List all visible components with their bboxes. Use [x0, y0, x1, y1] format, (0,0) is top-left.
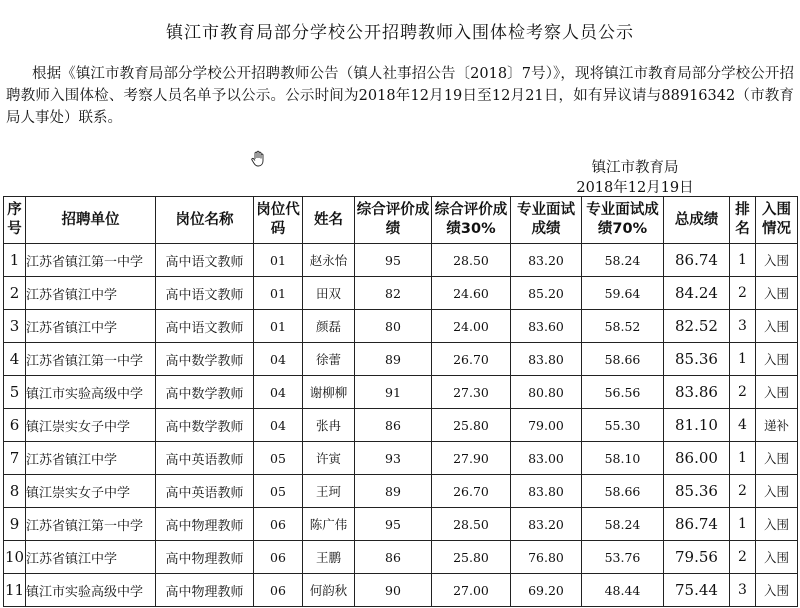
cell-name: 徐蕾 — [303, 343, 355, 376]
table-row — [4, 508, 798, 541]
cell-seq: 5 — [4, 376, 26, 409]
cell-post: 高中数学教师 — [156, 409, 254, 442]
cell-post: 高中数学教师 — [156, 343, 254, 376]
cell-name: 许寅 — [303, 442, 355, 475]
cell-seq: 8 — [4, 475, 26, 508]
table-row — [4, 574, 798, 607]
cell-eval-30: 24.00 — [432, 310, 511, 343]
cell-eval-30: 25.80 — [432, 409, 511, 442]
cell-status: 入围 — [756, 244, 798, 277]
table-row — [4, 541, 798, 574]
cell-total: 86.74 — [664, 508, 730, 541]
cell-code: 04 — [254, 343, 303, 376]
hand-cursor-icon — [249, 150, 267, 168]
cell-interview: 85.20 — [511, 277, 582, 310]
cell-status: 入围 — [756, 541, 798, 574]
cell-eval: 80 — [355, 310, 432, 343]
cell-name: 谢柳柳 — [303, 376, 355, 409]
cell-post: 高中物理教师 — [156, 508, 254, 541]
cell-interview: 83.80 — [511, 343, 582, 376]
cell-name: 陈广伟 — [303, 508, 355, 541]
cell-rank: 2 — [730, 277, 756, 310]
cell-total: 75.44 — [664, 574, 730, 607]
cell-interview-70: 58.24 — [582, 508, 664, 541]
cell-seq: 1 — [4, 244, 26, 277]
cell-code: 06 — [254, 574, 303, 607]
cell-name: 田双 — [303, 277, 355, 310]
cell-interview-70: 58.66 — [582, 475, 664, 508]
cell-rank: 3 — [730, 310, 756, 343]
table-row — [4, 376, 798, 409]
header-name: 姓名 — [303, 197, 355, 244]
cell-interview: 80.80 — [511, 376, 582, 409]
cell-seq: 11 — [4, 574, 26, 607]
header-interview: 专业面试成绩 — [511, 197, 582, 244]
candidate-table — [3, 196, 798, 607]
cell-status: 递补 — [756, 409, 798, 442]
cell-eval-30: 25.80 — [432, 541, 511, 574]
cell-eval: 91 — [355, 376, 432, 409]
cell-status: 入围 — [756, 475, 798, 508]
table-row — [4, 442, 798, 475]
cell-seq: 6 — [4, 409, 26, 442]
cell-rank: 1 — [730, 244, 756, 277]
cell-interview: 79.00 — [511, 409, 582, 442]
table-header-row — [4, 197, 798, 244]
cell-eval: 86 — [355, 541, 432, 574]
cell-total: 79.56 — [664, 541, 730, 574]
cell-eval: 95 — [355, 244, 432, 277]
cell-unit: 镇江市实验高级中学 — [26, 574, 156, 607]
cell-eval: 82 — [355, 277, 432, 310]
cell-seq: 2 — [4, 277, 26, 310]
signature-org: 镇江市教育局 — [591, 160, 679, 176]
cell-post: 高中物理教师 — [156, 574, 254, 607]
cell-code: 06 — [254, 508, 303, 541]
cell-status: 入围 — [756, 277, 798, 310]
cell-seq: 9 — [4, 508, 26, 541]
cell-total: 85.36 — [664, 475, 730, 508]
header-unit: 招聘单位 — [26, 197, 156, 244]
cell-eval: 86 — [355, 409, 432, 442]
cell-unit: 江苏省镇江第一中学 — [26, 343, 156, 376]
header-status: 入围情况 — [756, 197, 798, 244]
cell-name: 赵永怡 — [303, 244, 355, 277]
cell-eval-30: 24.60 — [432, 277, 511, 310]
cell-total: 85.36 — [664, 343, 730, 376]
cell-name: 何韵秋 — [303, 574, 355, 607]
cell-rank: 2 — [730, 541, 756, 574]
cell-code: 06 — [254, 541, 303, 574]
cell-rank: 4 — [730, 409, 756, 442]
cell-status: 入围 — [756, 343, 798, 376]
cell-interview-70: 58.24 — [582, 244, 664, 277]
cell-interview-70: 56.56 — [582, 376, 664, 409]
cell-status: 入围 — [756, 574, 798, 607]
signature-date: 2018年12月19日 — [576, 180, 694, 196]
cell-rank: 2 — [730, 475, 756, 508]
cell-interview: 76.80 — [511, 541, 582, 574]
header-eval: 综合评价成绩 — [355, 197, 432, 244]
cell-eval-30: 27.30 — [432, 376, 511, 409]
cell-name: 颜磊 — [303, 310, 355, 343]
cell-name: 张冉 — [303, 409, 355, 442]
cell-eval: 89 — [355, 475, 432, 508]
header-interview-70: 专业面试成绩70% — [582, 197, 664, 244]
cell-interview: 83.60 — [511, 310, 582, 343]
cell-eval-30: 26.70 — [432, 343, 511, 376]
cell-unit: 江苏省镇江第一中学 — [26, 508, 156, 541]
cell-post: 高中语文教师 — [156, 310, 254, 343]
header-total: 总成绩 — [664, 197, 730, 244]
header-rank: 排名 — [730, 197, 756, 244]
header-seq: 序号 — [4, 197, 26, 244]
cell-interview-70: 53.76 — [582, 541, 664, 574]
cell-interview: 69.20 — [511, 574, 582, 607]
cell-unit: 江苏省镇江中学 — [26, 310, 156, 343]
table-row — [4, 277, 798, 310]
header-code: 岗位代码 — [254, 197, 303, 244]
cell-code: 01 — [254, 310, 303, 343]
table-row — [4, 475, 798, 508]
cell-eval: 90 — [355, 574, 432, 607]
cell-status: 入围 — [756, 442, 798, 475]
cell-post: 高中数学教师 — [156, 376, 254, 409]
signature-block — [560, 158, 710, 198]
cell-seq: 4 — [4, 343, 26, 376]
cell-name: 王鹏 — [303, 541, 355, 574]
cell-status: 入围 — [756, 508, 798, 541]
cell-interview: 83.20 — [511, 244, 582, 277]
cell-total: 81.10 — [664, 409, 730, 442]
cell-eval-30: 27.00 — [432, 574, 511, 607]
table-row — [4, 244, 798, 277]
cell-eval: 89 — [355, 343, 432, 376]
header-post: 岗位名称 — [156, 197, 254, 244]
cell-name: 王珂 — [303, 475, 355, 508]
cell-interview-70: 58.66 — [582, 343, 664, 376]
cell-post: 高中语文教师 — [156, 244, 254, 277]
cell-post: 高中语文教师 — [156, 277, 254, 310]
table-row — [4, 343, 798, 376]
cell-rank: 3 — [730, 574, 756, 607]
cell-code: 04 — [254, 376, 303, 409]
cell-status: 入围 — [756, 310, 798, 343]
cell-unit: 江苏省镇江中学 — [26, 442, 156, 475]
cell-eval-30: 26.70 — [432, 475, 511, 508]
cell-interview-70: 48.44 — [582, 574, 664, 607]
cell-code: 01 — [254, 244, 303, 277]
cell-unit: 江苏省镇江中学 — [26, 541, 156, 574]
cell-eval-30: 28.50 — [432, 508, 511, 541]
cell-status: 入围 — [756, 376, 798, 409]
cell-interview: 83.20 — [511, 508, 582, 541]
cell-unit: 镇江崇实女子中学 — [26, 475, 156, 508]
cell-unit: 江苏省镇江第一中学 — [26, 244, 156, 277]
cell-code: 04 — [254, 409, 303, 442]
cell-interview: 83.80 — [511, 475, 582, 508]
cell-total: 86.74 — [664, 244, 730, 277]
cell-post: 高中英语教师 — [156, 442, 254, 475]
cell-total: 83.86 — [664, 376, 730, 409]
announcement-paragraph: 根据《镇江市教育局部分学校公开招聘教师公告（镇人社事招公告〔2018〕7号）》，现将镇江市教育局部分学校公开招聘教师入围体检、考察人员名单予以公示。公示时间为2018年12月19日至12月21日，如有异议请与88916342（市教育局人事处）联系。 — [6, 66, 794, 126]
cell-code: 05 — [254, 442, 303, 475]
cell-seq: 7 — [4, 442, 26, 475]
cell-total: 84.24 — [664, 277, 730, 310]
cell-eval: 93 — [355, 442, 432, 475]
cell-interview-70: 58.52 — [582, 310, 664, 343]
cell-eval-30: 28.50 — [432, 244, 511, 277]
cell-interview-70: 55.30 — [582, 409, 664, 442]
cell-eval: 95 — [355, 508, 432, 541]
cell-total: 82.52 — [664, 310, 730, 343]
table-row — [4, 310, 798, 343]
cell-code: 05 — [254, 475, 303, 508]
cell-rank: 1 — [730, 442, 756, 475]
cell-unit: 镇江崇实女子中学 — [26, 409, 156, 442]
cell-unit: 江苏省镇江中学 — [26, 277, 156, 310]
page-title: 镇江市教育局部分学校公开招聘教师入围体检考察人员公示 — [166, 23, 634, 43]
cell-code: 01 — [254, 277, 303, 310]
cell-rank: 1 — [730, 508, 756, 541]
cell-unit: 镇江市实验高级中学 — [26, 376, 156, 409]
cell-eval-30: 27.90 — [432, 442, 511, 475]
cell-post: 高中物理教师 — [156, 541, 254, 574]
header-eval-30: 综合评价成绩30% — [432, 197, 511, 244]
cell-rank: 1 — [730, 343, 756, 376]
cell-total: 86.00 — [664, 442, 730, 475]
table-row — [4, 409, 798, 442]
cell-seq: 3 — [4, 310, 26, 343]
cell-interview-70: 58.10 — [582, 442, 664, 475]
cell-interview: 83.00 — [511, 442, 582, 475]
cell-interview-70: 59.64 — [582, 277, 664, 310]
cell-seq: 10 — [4, 541, 26, 574]
cell-rank: 2 — [730, 376, 756, 409]
cell-post: 高中英语教师 — [156, 475, 254, 508]
